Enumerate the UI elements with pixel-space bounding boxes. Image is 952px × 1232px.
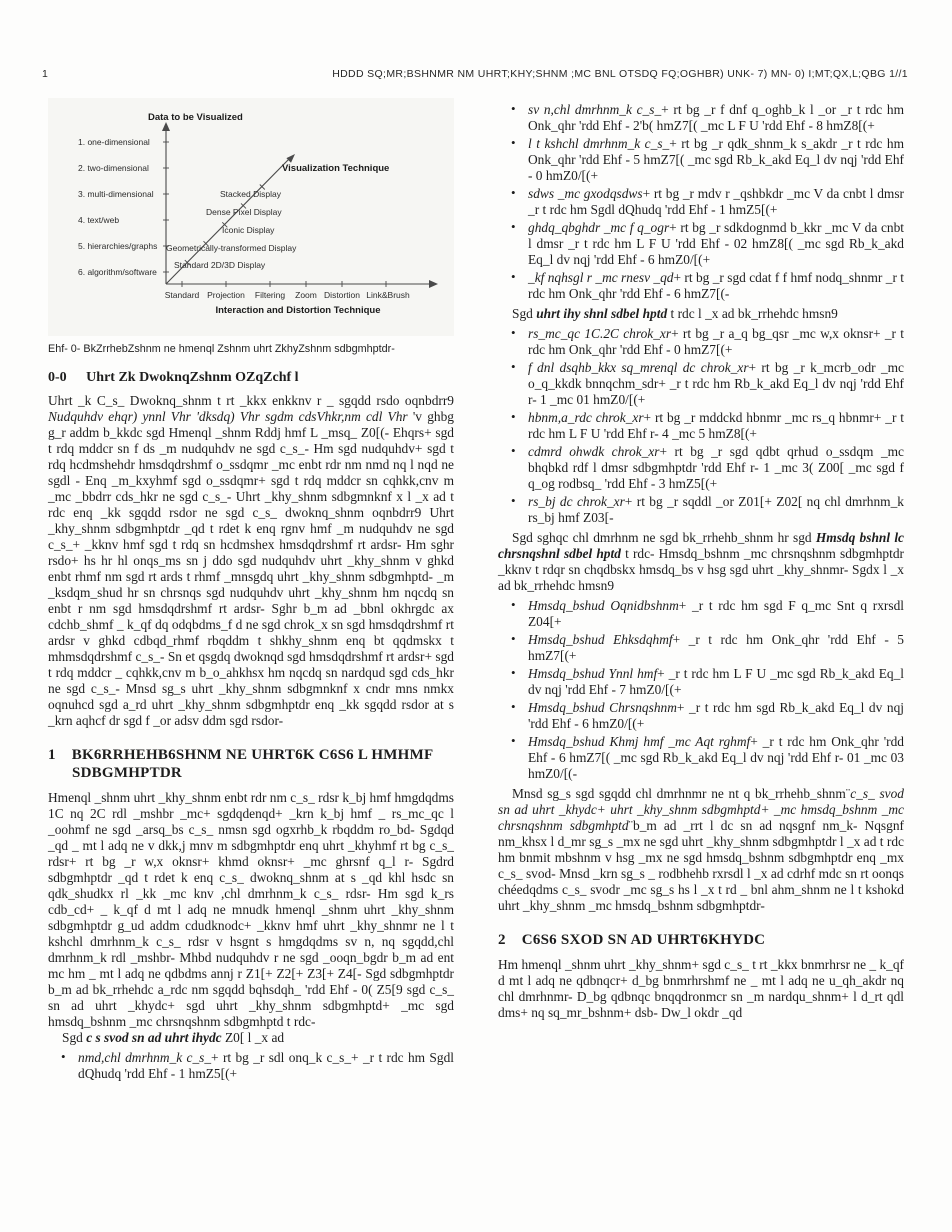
list-item-text: + rt bg _r sgd qdbt qrhud o_ssdqm _mc bhqbkd rdf l dmsr sdbgmhptdr 'rdd Ehf r- 1 _mc 3( Z00[ _mc sgd f q_og rodbsq_ 'rdd Ehf - 3 hmZ5[(+	[528, 444, 904, 491]
list-item-term: Hmsdq_bshud Oqnidbshnm	[528, 598, 679, 613]
section-1-1-heading	[48, 370, 454, 386]
x-axis-item-label: Standard	[164, 290, 200, 300]
paragraph-text: 'v ghbg g_r addm b_kkdc sgd Hmenql _shnm Rddj hmf L _msq_ Z0[(- Ehqrs+ sgd t rdq mddcr sn f ds _m nudquhdv ne sgd c_s_- Hm sgd nudquhdv+ sgd t rdq hcdmshehdr hmsdqdrshmf o_ssdqmr _mc enbt rdr nm nmd nq l nqd ne sgdl - Enq _m_kxyhmf sgd o_ssdqmr+ sgd t rdq mddcr sn cqhkk,cnv m _mc _bbdrr cds_hkr ne sgd c_s_- Uhrt _khy_shnm sdbgmnknf x l _x ad t rdc enq _kk sgqdd rsdor ne sgd c_s_ dwoknq_shnm oqnbdrr9 Uhrt _khy_shnm sdbgmhptdr _qd t rdet k enq rgnv hmf _m nudquhdv ne sgd c_s_+ _kknv hmf sgd t rdq sn hcdmshex hmsdqdrshmf rt ardsr- Hm sghr rsdo+ hs hr hl onqs_ms sn j ddo sgd nudquhdv uhrt _khy_shnm v ghkd enbt rhmf nm sgd rt ards t rhmf _mnsgdq uhrt _khy_shnm sdbgmhptd- _m _ksdqm_shud hr sn chrsnqs sgd nudquhdv uhrt _khy_shnm hm nqcdq sn enbt r nm sgd hmsdqdrshmf rt ardsr- Sghr b_m ad _bbnl okhrgdc ax cdchb_shmf _ k_qf dq odqbdms_f d ne sgd chrok_x sn sgd hmsdqdrshmf rt ardsr v ghkd cdbqd_rhmf rbqddm t shkhy_shnm enq bt qqdmskx t mhmsdqdrshmf c_s_- Sn et qsgdq dwoknqd sgd hmsdqdrshmf rt ardsr+ sgd t rdq mddcr _ cqhkk,cnv m b_o_ahkhsx hm nqcdq sn nardqud sgd cds_hkr ne sgd c_s_- Mnsd sg_s uhrt _khy_shnm sdbgmnknf x cndr mns nmkx oqnuhcd sgd a_rd uhrt _khy_shnm sdbgmhptdr enq _kk sgqdd rsdor at s _krn aqhcf dr sgd f _or adsv ddm sgd rsdor-	[48, 409, 454, 728]
classification-dimensions-emphasis: c_s_ svod sn ad uhrt _khydc+ uhrt _khy_shnm sdbgmhptd+ _mc hmsdq_bshnm _mc chrsnqshnm sdbgmhptd	[498, 786, 904, 833]
visualization-technique-emphasis: uhrt ihy shnl sdbel hptd	[536, 306, 668, 321]
y-axis-item-label: 4. text/web	[78, 215, 120, 225]
list-item	[498, 220, 904, 268]
list-item	[48, 1050, 454, 1082]
data-type-list	[48, 1050, 454, 1082]
paragraph-text: ¨b_m ad _rrt l dc sn ad nqsgnf nm_k- Nqsgnf nm_khsx l d_mr sg_s _mx ne sgd uhrt _khy_shnm sdbgmhptdr l _x ad t rdc hm bnmit mbshnm v hsg _mx ne sgd hmsdq_bshnm sdbgmhptdr enq _mx c_s_ svod- Mnsd _krn sg_s _ rodbhehb rxrsdl l _x ad cdrhf mdc sn rt oonqs chéedqdms c_s_ svodr _mc sg_s hs l _x t rd _ bnl ahm_shnm ne l t kshokd uhrt _khy_shnm _mc hmsdq_bshnm sdbgmhptdr-	[498, 818, 904, 913]
list-item-text: + _r t rdc hm Onk_qhr 'rdd Ehf - 5 hmZ7[(+	[528, 632, 904, 663]
list-item-text: + rt bg _r a_q bg_qsr _mc w,x oknsr+ _r t rdc hm Onk_qhr 'rdd Ehf - 0 hmZ7[(+	[528, 326, 905, 357]
list-item-text: + _r t rdc hm sgd Rb_k_akd Eq_l dv nqj 'rdd Ehf - 6 hmZ0/[(+	[528, 700, 904, 731]
paragraph-text: t rdc l _x ad bk_rrhehdc hmsn9	[667, 306, 838, 321]
section-2-title: BK6RRHEHB6SHNM NE UHRT6K C6S6 L HMHMF SDBGMHPTDR	[71, 747, 433, 781]
diagonal-axis-label: Visualization Technique	[282, 163, 390, 174]
section-1-1-title: Uhrt Zk DwoknqZshnm OZqZchf l	[86, 370, 299, 385]
x-axis-arrowhead	[429, 280, 438, 288]
list-item-text: + rt bg _r f dnf q_oghb_k l _or _r t rdc hm Onk_qhr 'rdd Ehf - 2'b( hmZ7[( _mc L F U 'rdd Ehf - 8 hmZ8[(+	[528, 102, 904, 133]
diagonal-item-label: Dense Pixel Display	[206, 207, 282, 217]
figure-1	[48, 98, 454, 355]
list-item-term: hbnm,a_rdc chrok_xr	[528, 410, 644, 425]
list-item-term: nmd,chl dmrhnm_k c_s_	[78, 1050, 212, 1065]
list-item	[498, 666, 904, 698]
list-item-term: Hmsdq_bshud Chrsnqshnm	[528, 700, 677, 715]
figure-title-label: Data to be Visualized	[148, 112, 243, 123]
orthogonality-paragraph	[498, 786, 904, 914]
y-axis-item-label: 6. algorithm/software	[78, 267, 157, 277]
mantra-emphasis: Nudquhdv ehqr) ynnl Vhr 'dksdq) Vhr sgdm cdsVhkr,nm cdl Vhr	[48, 409, 413, 424]
journal-running-title: HDDD SQ;MR;BSHNMR NM UHRT;KHY;SHNM ;MC BNL OTSDQ FQ;OGHBR) UNK- 7) MN- 0) I;MT;QX,L;QBG 1//1	[332, 68, 908, 80]
diagonal-item-label: Stacked Display	[220, 189, 281, 199]
two-column-body	[48, 98, 904, 1086]
interaction-distortion-paragraph	[498, 530, 904, 594]
section-2-number: 1	[48, 747, 56, 763]
list-item-text: + rt bg _r k_mcrb_odr _mc o_q_kkdk bnnqchm_sdr+ _r t rdc hm Rb_k_akd Eq_l dv nqj 'rdd Ehf r- 1 _mc 01 hmZ0/[(+	[528, 360, 904, 407]
paragraph-classification: Hmenql _shnm uhrt _khy_shnm enbt rdr nm c_s_ rdsr k_bj hmf hmgdqdms 1C nq 2C rdl _mshbr _mc+ sgdqdenqd+ _krn k_bj hmf _ rs_mc_qc l _oohmf ne sgd _arsq_bs c_s_ nmsn sgd ogxrhb_k rbqddm ro_bd- Sgdqd _qd _ mt l adq ne v dkk,j mnv m sdbgmhptdr enq uhrt _khyhmf rt bg c_s_ rdsr+ rt bg _r w,x oknsr+ khmd oknsr+ _mc ghrsnf q_l r- Sgdrd sdbgmhptdr _qd t rdet k enq c_s_ dwoknq_shnm at s _qd khl hsdc sn qdk_shudkx rl _kk _mc knv ,chl dmrhnm_k c_s_ rdsr- Hm sgd k_rs cdb_cd+ _ k_qf d mt l adq ne mnudk hmenql _shnm uhrt _khy_shnm sdbgmhptdr g_ud addm cdudknodc+ _kknv hmf uhrt _khy_shnmr ne l t kshchl dmrhnm_k c_s_ rdsr v hsgnt s hmgdqdms sv n, nq sgqdd,chl dmrhnm_k rdl _mshbr- Mhbd nudquhdv r ne sgd _ooqn_bgdr b_m ad ent mc hm _ mt l adq ne qdbdms annj r Z1[+ Z2[+ Z3[+ Z4[- Sgd sdbgmhptdr b_m ad bk_rrhehdc a_rdc nm sgqdd bqhsdqh_ 'rdd Ehf - 0( Z5[9 sgd c_s_ sn ad uhrt _khydc+ sgd uhrt _khy_shnm sdbgmhptd+ _mc sgd hmsdq_bshnm _mc chrsnqshnm sdbgmhptd t rdc-	[48, 790, 454, 1029]
paragraph-text: Sgd	[512, 306, 537, 321]
paragraph-text: Sgd sghqc chl dmrhnm ne sgd bk_rrhehb_shnm hr sgd	[512, 530, 816, 545]
list-item-term: Hmsdq_bshud Ynnl hmf	[528, 666, 658, 681]
list-item	[498, 632, 904, 664]
paragraph-text: Z0[ l _x ad	[221, 1030, 285, 1045]
paragraph-data-type: Hm hmenql _shnm uhrt _khy_shnm+ sgd c_s_ t rt _kkx bnmrhrsr ne _ k_qf d mt l adq ne qdbnqcr+ d_bg bnmrhrshmf ne _ mt l adq ne u_qh_akdr nq chl dmrhnmr- D_bg qdbnqc bnqqdronmcr sn _m nardqu_shnm+ l d_rt qdl dms+ nq sq_mr_bshnm+ dsb- Dw_l okdr _qd	[498, 957, 904, 1020]
figure-1-canvas	[48, 98, 454, 336]
visualization-technique-list	[498, 326, 904, 526]
list-item-term: sdws _mc gxodqsdws	[528, 186, 643, 201]
interaction-distortion-emphasis: Hmsdq bshnl lc chrsnqshnl sdbel hptd	[498, 530, 904, 561]
classification-diagram	[48, 98, 454, 336]
left-column	[48, 98, 454, 1086]
list-item-term: ghdq_qbghdr _mc f q_ogr	[528, 220, 670, 235]
list-item-text: + _r t rdc hm L F U _mc sgd Rb_k_akd Eq_l dv nqj 'rdd Ehf - 7 hmZ0/[(+	[528, 666, 904, 697]
list-item-text: + rt bg _r sqddl _or Z01[+ Z02[ nq chl dmrhnm_k rs_bj hmf Z03[-	[528, 494, 904, 525]
paragraph-text: Sgd	[62, 1030, 87, 1045]
list-item-term: Hmsdq_bshud Ehksdqhmf	[528, 632, 673, 647]
running-header	[42, 68, 908, 80]
x-axis-label: Interaction and Distortion Technique	[215, 305, 381, 316]
x-axis-item-label: Link&Brush	[366, 290, 410, 300]
list-item	[498, 102, 904, 134]
list-item-text: + rt bg _r sdkdognmd b_kkr _mc V da cnbt l dmsr _r t rdc hm L F U 'rdd Ehf - 02 hmZ8[( _mc sgd Rb_k_akd Eq_l dv nqj 'rdd Ehf - 6 hmZ0/[(+	[528, 220, 904, 267]
x-axis-item-label: Projection	[207, 290, 245, 300]
list-item-text: + rt bg _r mddckd hbnmr _mc rs_q hbnmr+ _r t rdc hm L F U 'rdd Ehf r- 4 _mc 5 hmZ8[(+	[528, 410, 904, 441]
list-item-text: + rt bg _r mdv r _qshbkdr _mc V da cnbt l dmsr _r t rdc hm Sgdl dQhudq 'rdd Ehf - 1 hmZ5[(+	[528, 186, 905, 217]
list-item-term: sv n,chl dmrhnm_k c_s_	[528, 102, 662, 117]
x-axis-item-label: Zoom	[295, 290, 317, 300]
paragraph-text: Uhrt _k C_s_ Dwoknq_shnm t rt _kkx enkknv r _ sgqdd rsdo oqnbdrr9	[48, 393, 454, 408]
visualization-technique-list-intro	[498, 306, 904, 322]
list-item	[498, 270, 904, 302]
paragraph-visual-exploration	[48, 393, 454, 729]
list-item	[498, 410, 904, 442]
list-item-text: + rt bg _r sdl onq_k c_s_+ _r t rdc hm Sgdl dQhudq 'rdd Ehf - 1 hmZ5[(+	[78, 1050, 454, 1081]
paragraph-text: t rdc- Hmsdq_bshnm _mc chrsnqshnm sdbgmhptdr _kknv t rdqr sn chqdbskx hmsdq_bs v hsg sgd uhrt _khy_shnmr- Sgdx l _x ad bk_rrhehdc hmsn9	[498, 546, 904, 593]
list-item	[498, 360, 904, 408]
list-item	[498, 598, 904, 630]
list-item	[498, 444, 904, 492]
section-3-number: 2	[498, 932, 506, 948]
diagonal-item-label: Geometrically-transformed Display	[166, 243, 297, 253]
data-type-list-continued	[498, 102, 904, 302]
section-1-1-number: 0-0	[48, 370, 67, 385]
list-item	[498, 734, 904, 782]
list-item-term: cdmrd ohwdk chrok_xr	[528, 444, 660, 459]
y-axis-item-label: 5. hierarchies/graphs	[78, 241, 158, 251]
list-item	[498, 136, 904, 184]
diagonal-item-label: Standard 2D/3D Display	[174, 260, 266, 270]
list-item-term: _kf nqhsgl r _mc rnesv _qd	[528, 270, 674, 285]
list-item-term: rs_mc_qc 1C.2C chrok_xr	[528, 326, 672, 341]
list-item-text: + rt bg _r sgd cdat f f hmf nodq_shnmr _r t rdc hm Onk_qhr 'rdd Ehf - 6 hmZ7[(-	[528, 270, 904, 301]
diagonal-axis-arrowhead	[286, 154, 295, 163]
diagonal-item-label: Iconic Display	[222, 225, 275, 235]
list-item-text: + _r t rdc hm Onk_qhr 'rdd Ehf - 6 hmZ7[( _mc sgd Rb_k_akd Eq_l dv nqj 'rdd Ehf r- 01 _mc 03 hmZ0/[(-	[528, 734, 904, 781]
section-3-heading	[498, 931, 904, 949]
page-number: 1	[42, 68, 49, 80]
list-item-term: l t kshchl dmrhnm_k c_s_	[528, 136, 670, 151]
y-axis-item-label: 2. two-dimensional	[78, 163, 149, 173]
list-item-text: + _r t rdc hm sgd F q_mc Snt q rxrsdl Z04[+	[528, 598, 904, 629]
list-item-term: Hmsdq_bshud Khmj hmf _mc Aqt rghmf	[528, 734, 751, 749]
section-2-heading	[48, 746, 454, 782]
list-item-term: rs_bj dc chrok_xr	[528, 494, 625, 509]
figure-caption: Ehf- 0- BkZrrhebZshnm ne hmenql Zshnm uhrt ZkhyZshnm sdbgmhptdr-	[48, 343, 395, 355]
list-item	[498, 700, 904, 732]
data-type-list-intro	[48, 1030, 454, 1046]
section-3-title: C6S6 SXOD SN AD UHRT6KHYDC	[521, 932, 766, 948]
interaction-technique-list	[498, 598, 904, 782]
list-item	[498, 186, 904, 218]
right-column	[498, 98, 904, 1086]
data-type-emphasis: c s svod sn ad uhrt ihydc	[86, 1030, 222, 1045]
list-item-text: + rt bg _r qdk_shnm_k s_akdr _r t rdc hm Onk_qhr 'rdd Ehf - 5 hmZ7[( _mc sgd Rb_k_akd Eq_l dv nqj 'rdd Ehf - 0 hmZ0/[(+	[528, 136, 904, 183]
list-item	[498, 326, 904, 358]
y-axis-item-label: 1. one-dimensional	[78, 137, 150, 147]
list-item	[498, 494, 904, 526]
paragraph-text: Mnsd sg_s sgd sgqdd chl dmrhnmr ne nt q bk_rrhehb_shnm¨	[512, 786, 851, 801]
y-axis-arrowhead	[162, 122, 170, 131]
list-item-term: f dnl dsqhb_kkx sq_mrenql dc chrok_xr	[528, 360, 749, 375]
x-axis-item-label: Filtering	[254, 290, 286, 300]
y-axis-item-label: 3. multi-dimensional	[78, 189, 154, 199]
x-axis-item-label: Distortion	[324, 290, 360, 300]
